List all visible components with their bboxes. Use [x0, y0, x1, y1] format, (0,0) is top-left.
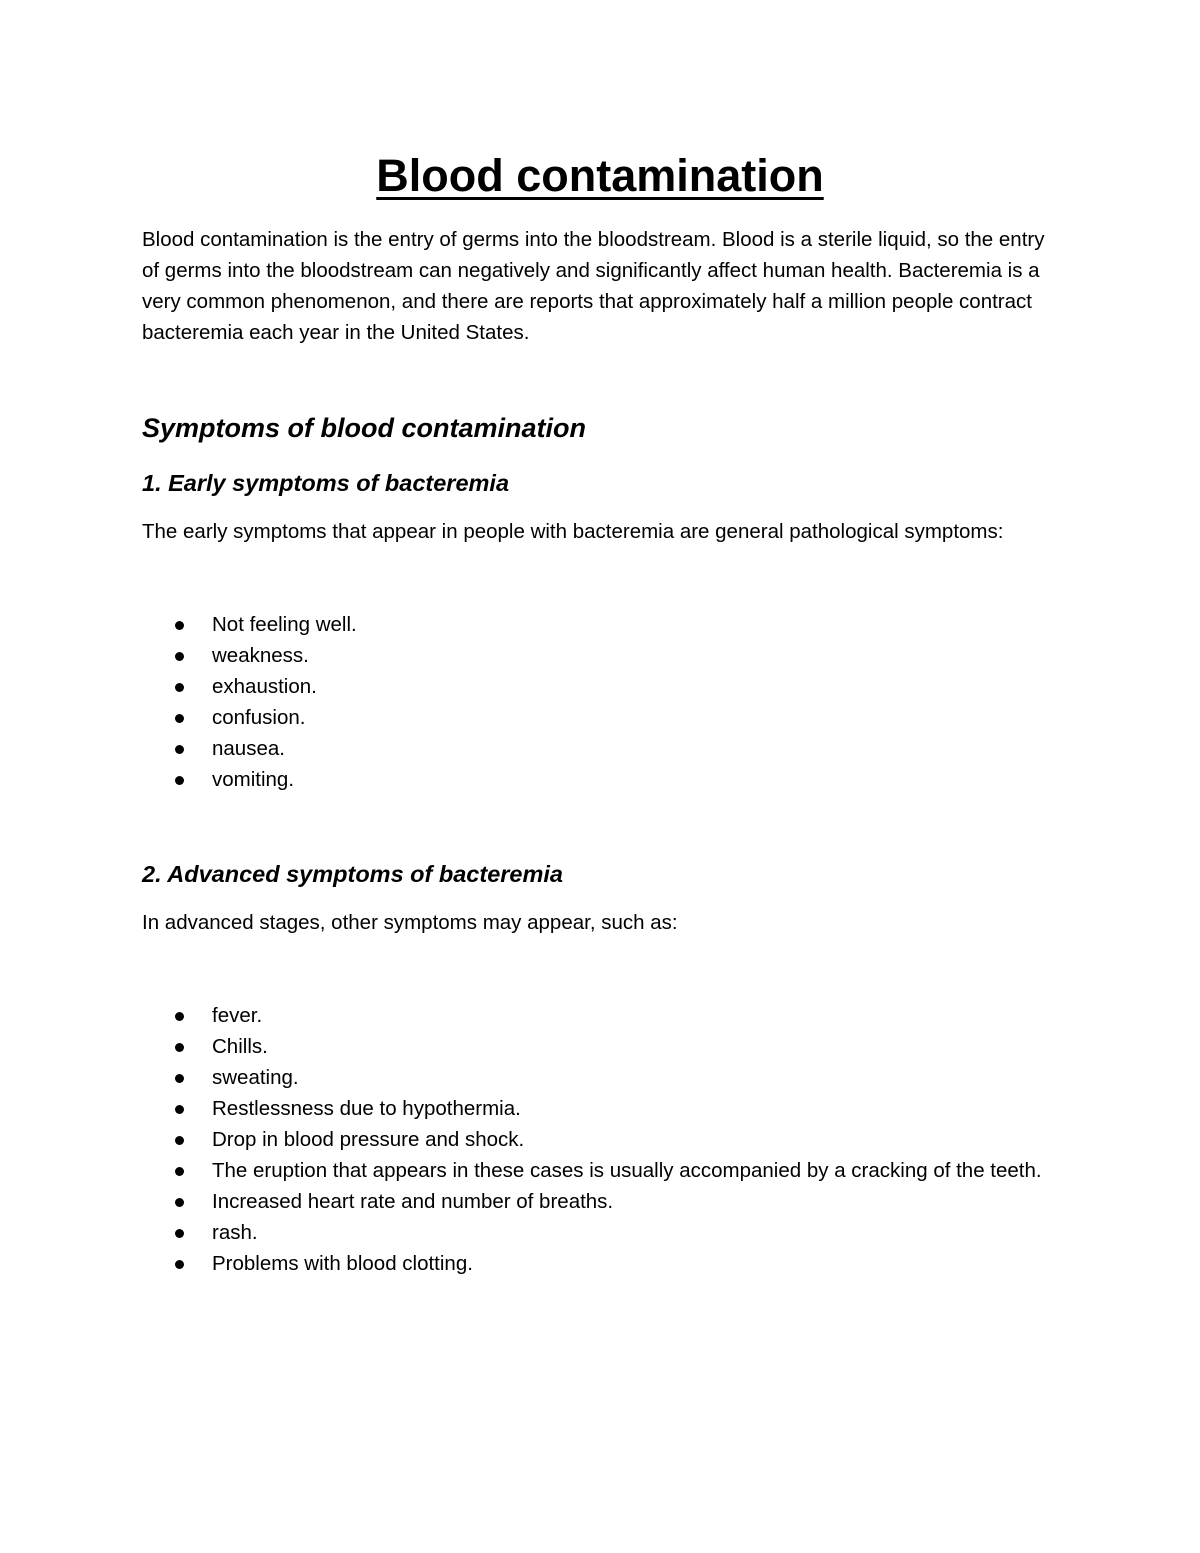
subsection-paragraph-advanced: In advanced stages, other symptoms may appear, such as:	[142, 911, 678, 934]
bullet-icon	[175, 714, 184, 723]
early-symptoms-list	[0, 609, 900, 795]
list-item-text: Chills.	[212, 1035, 268, 1058]
subsection-heading-early: 1. Early symptoms of bacteremia	[142, 470, 510, 496]
intro-paragraph: Blood contamination is the entry of germs into the bloodstream. Blood is a sterile liquid, so the entry of germs into the bloodstream can negatively and significantly affect human health. Bacteremia is a very common phenomenon, and there are reports that approximately half a million people contract bacteremia each year in the United States.	[142, 228, 1045, 344]
list-item	[0, 671, 1042, 702]
bullet-icon	[175, 1043, 184, 1052]
list-item-text: Restlessness due to hypothermia.	[212, 1097, 521, 1120]
list-item-text: The eruption that appears in these cases is usually accompanied by a cracking of the teeth.	[212, 1159, 1042, 1182]
list-item-text: confusion.	[212, 706, 306, 729]
list-item-text: vomiting.	[212, 768, 295, 791]
list-item	[0, 1186, 1042, 1217]
list-item	[0, 733, 1042, 764]
list-item	[0, 764, 1042, 795]
list-item	[0, 1155, 1042, 1186]
list-item	[0, 609, 1042, 640]
list-item	[0, 1093, 1042, 1124]
bullet-icon	[175, 1074, 184, 1083]
bullet-icon	[175, 1012, 184, 1021]
section-heading: Symptoms of blood contamination	[142, 413, 586, 443]
list-item	[0, 1248, 1042, 1279]
list-item-text: Problems with blood clotting.	[212, 1252, 473, 1275]
bullet-icon	[175, 745, 184, 754]
bullet-icon	[175, 1167, 184, 1176]
list-item	[0, 1000, 1042, 1031]
list-item-text: Increased heart rate and number of breaths.	[212, 1190, 614, 1213]
list-item-text: Drop in blood pressure and shock.	[212, 1128, 525, 1151]
list-item-text: weakness.	[212, 644, 309, 667]
list-item-text: nausea.	[212, 737, 285, 760]
bullet-icon	[175, 1105, 184, 1114]
document-title: Blood contamination	[376, 150, 824, 201]
list-item	[0, 1124, 1042, 1155]
list-item	[0, 1062, 1042, 1093]
list-item-text: sweating.	[212, 1066, 299, 1089]
subsection-paragraph-early: The early symptoms that appear in people with bacteremia are general pathological symptoms:	[142, 520, 1004, 543]
bullet-icon	[175, 776, 184, 785]
subsection-heading-advanced: 2. Advanced symptoms of bacteremia	[142, 861, 563, 887]
bullet-icon	[175, 652, 184, 661]
list-item	[0, 1217, 1042, 1248]
list-item	[0, 640, 1042, 671]
advanced-symptoms-list	[0, 1000, 1042, 1279]
bullet-icon	[175, 621, 184, 630]
list-item-text: fever.	[212, 1004, 263, 1027]
bullet-icon	[175, 1136, 184, 1145]
list-item-text: Not feeling well.	[212, 613, 357, 636]
list-item-text: exhaustion.	[212, 675, 317, 698]
list-item-text: rash.	[212, 1221, 258, 1244]
bullet-icon	[175, 1260, 184, 1269]
bullet-icon	[175, 1198, 184, 1207]
bullet-icon	[175, 1229, 184, 1238]
bullet-icon	[175, 683, 184, 692]
list-item	[0, 1031, 1042, 1062]
list-item	[0, 702, 1042, 733]
